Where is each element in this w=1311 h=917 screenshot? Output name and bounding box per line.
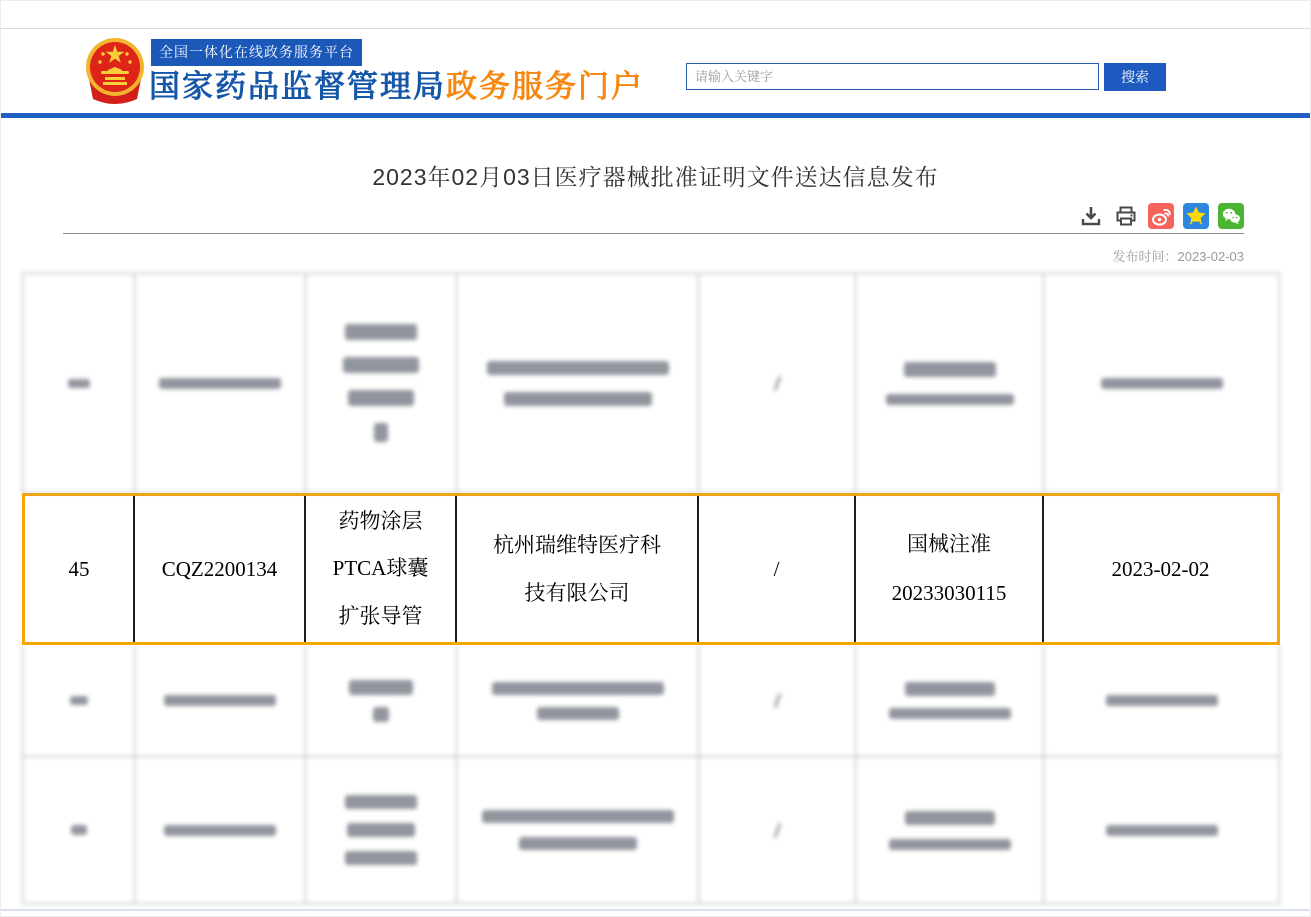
weibo-share-icon[interactable]	[1148, 203, 1174, 229]
date-cell: 2023-02-02	[1111, 556, 1210, 581]
share-toolbar	[1078, 203, 1244, 229]
date-cell-redacted	[1044, 273, 1280, 493]
registration-no-cell-redacted	[856, 645, 1044, 757]
agent-cell-redacted	[699, 757, 856, 904]
search-button[interactable]: 搜索	[1104, 63, 1166, 91]
agent-cell-redacted	[699, 645, 856, 757]
publish-date: 2023-02-03	[1177, 249, 1244, 264]
acceptance-no-cell-redacted	[135, 757, 306, 904]
publish-time-label: 发布时间：	[1112, 249, 1178, 264]
page-title: 2023年02月03日医疗器械批准证明文件送达信息发布	[372, 164, 939, 190]
registrant-cell-redacted	[457, 757, 699, 904]
seq-cell-redacted	[22, 645, 135, 757]
date-cell-redacted	[1044, 757, 1280, 904]
agent-cell-redacted	[699, 273, 856, 493]
site-name: 国家药品监督管理局	[149, 69, 446, 104]
registrant-cell: 杭州瑞维特医疗科技有限公司	[457, 496, 699, 642]
table-row-blurred	[22, 273, 1280, 493]
registration-no-cell-redacted	[856, 757, 1044, 904]
table-row-highlighted	[22, 493, 1280, 645]
platform-badge: 全国一体化在线政务服务平台	[151, 39, 362, 66]
registration-no-cell-redacted	[856, 273, 1044, 493]
seq-cell-redacted	[22, 273, 135, 493]
delivery-info-table	[22, 273, 1280, 904]
product-name-cell-redacted	[306, 645, 457, 757]
table-row-blurred	[22, 757, 1280, 904]
site-title	[149, 61, 644, 106]
date-cell-redacted	[1044, 645, 1280, 757]
table-row-blurred	[22, 645, 1280, 757]
search-input[interactable]	[686, 63, 1099, 90]
qzone-share-icon[interactable]	[1183, 203, 1209, 229]
toolbar-divider	[63, 233, 1244, 234]
download-icon[interactable]	[1078, 203, 1104, 229]
header-divider-bar	[1, 113, 1310, 118]
print-icon[interactable]	[1113, 203, 1139, 229]
seq-cell: 45	[25, 496, 135, 642]
registrant-cell-redacted	[457, 273, 699, 493]
acceptance-no-cell-redacted	[135, 645, 306, 757]
acceptance-no-cell: CQZ2200134	[135, 496, 306, 642]
agent-cell: /	[699, 496, 856, 642]
product-name-cell-redacted	[306, 757, 457, 904]
product-name-cell-redacted	[306, 273, 457, 493]
acceptance-no-cell-redacted	[135, 273, 306, 493]
site-suffix: 政务服务门户	[446, 69, 644, 104]
seq-cell-redacted	[22, 757, 135, 904]
bottom-divider	[1, 909, 1310, 911]
publish-time	[1112, 246, 1244, 265]
registration-no-cell: 国械注准20233030115	[856, 496, 1044, 642]
national-emblem-logo	[79, 37, 151, 105]
wechat-share-icon[interactable]	[1218, 203, 1244, 229]
registrant-cell-redacted	[457, 645, 699, 757]
top-divider	[1, 28, 1310, 29]
product-name-cell: 药物涂层PTCA球囊扩张导管	[306, 496, 457, 642]
